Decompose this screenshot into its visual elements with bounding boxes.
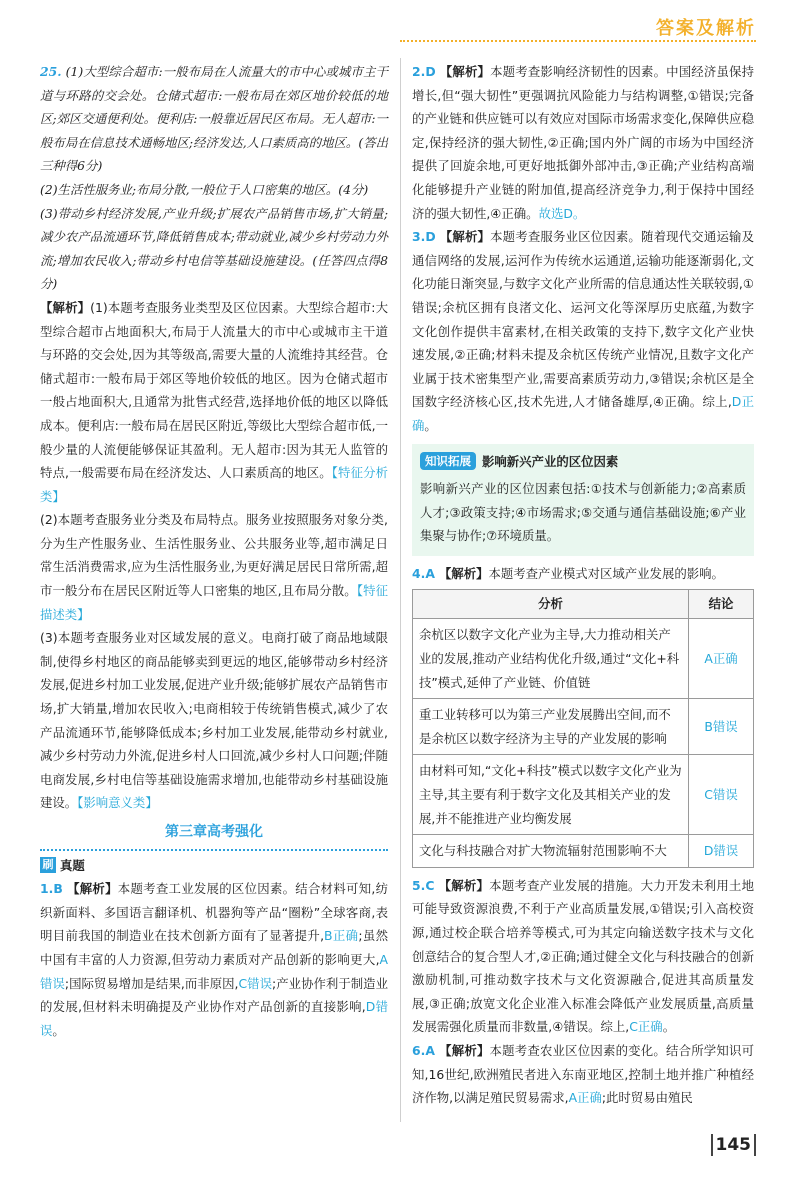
knowledge-text: 影响新兴产业的区位因素包括:①技术与创新能力;②高素质人才;③政策支持;④市场需求;⑤交通与通信基础设施;⑥产业集聚与协作;⑦环境质量。 xyxy=(420,481,746,544)
section-label: 真题 xyxy=(60,857,85,873)
q1-analysis: 1.B 【解析】本题考查工业发展的区位因素。结合材料可知,纺织新面料、多国语言翻译机、机器狗等产品“圈粉”全球客商,表明目前我国的制造业在技术创新方面有了显著提升,B正确;虽然中国有丰富的人力资源,但劳动力素质对产品创新的影响更大,A错误;国际贸易增加是结果,而非原因,C错误;产业协作利于制造业的发展,但材料未明确提及产业协作对产品创新的直接影响,D错误。 xyxy=(40,881,388,1038)
q6-analysis: 6.A 【解析】本题考查农业区位因素的变化。结合所学知识可知,16世纪,欧洲殖民者进入东南亚地区,控制土地并推广种植经济作物,以满足殖民贸易需求,A正确;此时贸易由殖民 xyxy=(412,1042,754,1106)
header-title: 答案及解析 xyxy=(656,18,756,39)
analysis-text: 本题考查农业区位因素的变化。结合所学知识可知,16世纪,欧洲殖民者进入东南亚地区,控制土地并推广种植经济作物,以满足殖民贸易需求, xyxy=(412,1042,754,1106)
analysis-text: 。 xyxy=(52,1022,65,1038)
analysis-tag: 【特征分析类】 xyxy=(40,465,388,504)
column-divider xyxy=(400,58,401,1122)
answer-verdict: D错误 xyxy=(40,999,388,1038)
q25-answer-1: 25. (1)大型综合超市:一般布局在人流量大的市中心或城市主干道与环路的交会处。仓储式超市:一般布局在郊区地价较低的地区;郊区交通便利处。便利店:一般靠近居民区布局。无人超市:一般布局在信息技术通畅地区;经济发达,人口素质高的地区。(答出三种得6分) xyxy=(40,64,388,174)
q6-number: 6.A xyxy=(412,1042,435,1058)
right-column xyxy=(412,60,754,1110)
table-row: 文化与科技融合对扩大物流辐射范围影响不大 D错误 xyxy=(413,835,754,868)
q3-number: 3.D xyxy=(412,229,436,245)
q1-number: 1.B xyxy=(40,881,63,897)
analysis-text: 本题考查工业发展的区位因素。结合材料可知,纺织新面料、多国语言翻译机、机器狗等产品“圈粉”全球客商,表明目前我国的制造业在技术创新方面有了显著提升, xyxy=(40,881,388,944)
table-row: 重工业转移可以为第三产业发展腾出空间,而不是余杭区以数字经济为主导的产业发展的影响 B错误 xyxy=(413,699,754,755)
answer-verdict: C错误 xyxy=(238,975,273,991)
analysis-tag: 【特征描述类】 xyxy=(40,583,388,622)
table-header-result: 结论 xyxy=(689,590,754,619)
analysis-text: ;产业协作利于制造业的发展,但材料未明确提及产业协作对产品创新的直接影响, xyxy=(40,975,388,1015)
answer-verdict: B正确 xyxy=(324,928,359,944)
knowledge-box xyxy=(412,444,754,556)
q4-analysis: 4.A 【解析】本题考查产业模式对区域产业发展的影响。 xyxy=(412,565,724,581)
q3-analysis: 3.D 【解析】本题考查服务业区位因素。随着现代交通运输及通信网络的发展,运河作为传统水运通道,运输功能逐渐弱化,文化功能日渐突显,与数字文化产业所需的信息通达性关联较弱,①错误;余杭区拥有良渚文化、运河文化等深厚历史底蕴,为数字文化创作提供丰富素材,在相关政策的支持下,数字文化产业快速发展,②正确;材料未提及余杭区传统产业情况,且数字文化产业属于技术密集型产业,需要高素质劳动力,③错误;余杭区是全国数字经济核心区,技术先进,人才储备雄厚,④正确。综上,D正确。 xyxy=(412,229,754,433)
table-row: 余杭区以数字文化产业为主导,大力推动相关产业的发展,推动产业结构优化升级,通过“文化+科技”模式,延伸了产业链、价值链 A正确 xyxy=(413,619,754,699)
table-header-analysis: 分析 xyxy=(413,590,689,619)
answer-verdict: 故选D。 xyxy=(538,205,586,221)
q25-analysis-1: 【解析】(1)本题考查服务业类型及区位因素。大型综合超市:大型综合超市占地面积大,布局于人流量大的市中心或城市主干道与环路的交会处,因为其等级高,需要大量的人流维持其经营。仓储式超市:一般布局于郊区等地价较低的地区。因为仓储式超市一般占地面积大,且通常为批售式经营,选择地价低的地区以降低成本。便利店:一般布局在居民区附近,等级比大型综合超市低,一般少量的人流便能够保证其盈利。无人超市:因为其无人监管的特点,一般需要布局在经济发达、人口素质高的地区。【特征分析类】 xyxy=(40,299,388,504)
q25-answer-3: (3)带动乡村经济发展,产业升级;扩展农产品销售市场,扩大销量;减少农产品流通环节,降低销售成本;带动就业,减少乡村劳动力外流;增加农民收入;带动乡村电信等基础设施建设。(任答四点得8分) xyxy=(40,205,388,292)
q2-number: 2.D xyxy=(412,64,436,79)
q1-parts xyxy=(40,881,388,1038)
q25-analysis-3: (3)本题考查服务业对区域发展的意义。电商打破了商品地域限制,使得乡村地区的商品能够卖到更远的地区,能够带动乡村经济发展,促进乡村加工业发展,促进产业升级;能够扩展农产品销售市场,扩大销量,增加农民收入;电商相较于传统销售模式,减少了农产品流通环节,能够降低成本;乡村加工业发展,能带动乡村就业,减少乡村劳动力外流,促进乡村人口回流,减少乡村人口问题;伴随电商发展,乡村电信等基础设施需求增加,也能带动乡村基础设施建设。【影响意义类】 xyxy=(40,630,388,811)
q5-number: 5.C xyxy=(412,877,435,893)
chapter-title: 第三章高考强化 xyxy=(165,824,263,840)
q5-analysis: 5.C 【解析】本题考查产业发展的措施。大力开发未利用土地可能导致资源浪费,不利于产业高质量发展,①错误;引入高校资源,通过校企联合培养等模式,可为其定向输送数字技术与文化创意结合的复合型人才,②正确;通过健全文化与科技融合的创新激励机制,可推动数字技术与文化资源融合,促进其高质量发展,③正确;放宽文化企业准入标准会降低产业发展质量,高质量发展需强化质量而非数量,④错误。综上,C正确。 xyxy=(412,877,755,1035)
page-number: 145 xyxy=(711,1134,757,1156)
analysis-text: ;虽然中国有丰富的人力资源,但劳动力素质对产品创新的影响更大, xyxy=(40,928,388,967)
answer-verdict: D正确 xyxy=(412,394,754,433)
analysis-text: ;此时贸易由殖民 xyxy=(601,1090,693,1106)
q2-analysis: 2.D 【解析】本题考查影响经济韧性的因素。中国经济虽保持增长,但“强大韧性”更强调抗风险能力与结构调整,①错误;完备的产业链和供应链可以有效应对国际市场需求变化,保障供应稳定,保持经济的强大韧性,②正确;国内外广阔的市场为中国经济提供了回旋余地,可更好地抵御外部冲击,③正确;产业结构高端化能够提升产业链的附加值,提高经济竞争力,利于保持中国经济的强大韧性,④正确。故选D。 xyxy=(412,64,754,221)
answer-verdict: C正确 xyxy=(629,1019,663,1035)
knowledge-title: 影响新兴产业的区位因素 xyxy=(482,453,619,469)
q3-parts xyxy=(412,229,754,433)
header-divider xyxy=(400,40,756,42)
analysis-text: 本题考查产业发展的措施。大力开发未利用土地可能导致资源浪费,不利于产业高质量发展,①错误;引入高校资源,通过校企联合培养等模式,可为其定向输送数字技术与文化创意结合的复合型人才,②正确;通过健全文化与科技融合的创新激励机制,可推动数字技术与文化资源融合,促进其高质量发展,③正确;放宽文化企业准入标准会降低产业发展质量,高质量发展需强化质量而非数量,④错误。综上, xyxy=(412,877,755,1035)
table-row: 由材料可知,“文化+科技”模式以数字文化产业为主导,其主要有利于数字文化及其相关产业的发展,并不能推进产业均衡发展 C错误 xyxy=(413,755,754,835)
q5-parts xyxy=(412,878,754,1035)
analysis-table xyxy=(412,589,754,867)
q25-analysis-2: (2)本题考查服务业分类及布局特点。服务业按照服务对象分类,分为生产性服务业、生活性服务业、公共服务业等,超市满足日常生活消费需求,应为生活性服务业,为更好满足居民日常所需,超市一般分布在居民区附近等人口密集的地区,且布局分散。【特征描述类】 xyxy=(40,512,388,622)
brush-icon: 刷 xyxy=(40,857,56,873)
answer-verdict: A正确 xyxy=(568,1090,602,1106)
q25-number: 25. xyxy=(40,64,62,79)
analysis-tag: 【影响意义类】 xyxy=(77,795,158,811)
section-header xyxy=(40,849,388,878)
analysis-text: 本题考查服务业区位因素。随着现代交通运输及通信网络的发展,运河作为传统水运通道,运输功能逐渐弱化,文化功能日渐突显,与数字文化产业所需的信息通达性关联较弱,①错误;余杭区拥有良渚文化、运河文化等深厚历史底蕴,为数字文化创作提供丰富素材,在相关政策的支持下,数字文化产业快速发展,②正确;材料未提及余杭区传统产业情况,且数字文化产业属于技术密集型产业,需要高素质劳动力,③错误;余杭区是全国数字经济核心区,技术先进,人才储备雄厚,④正确。综上, xyxy=(412,229,754,410)
q2-parts xyxy=(412,64,754,221)
analysis-text: ;国际贸易增加是结果,而非原因, xyxy=(64,975,239,991)
left-column xyxy=(40,60,388,1042)
analysis-text: 。 xyxy=(662,1019,676,1035)
knowledge-pill: 知识拓展 xyxy=(420,452,476,470)
answer-verdict: A错误 xyxy=(40,951,388,991)
q4-number: 4.A xyxy=(412,565,435,581)
analysis-text: 。 xyxy=(424,417,437,433)
analysis-text: 本题考查影响经济韧性的因素。中国经济虽保持增长,但“强大韧性”更强调抗风险能力与结构调整,①错误;完备的产业链和供应链可以有效应对国际市场需求变化,保障供应稳定,保持经济的强大韧性,②正确;国内外广阔的市场为中国经济提供了回旋余地,可更好地抵御外部冲击,③正确;产业结构高端化能够提升产业链的附加值,提高经济竞争力,利于保持中国经济的强大韧性,④正确。 xyxy=(412,64,754,221)
q25-answer-2: (2)生活性服务业;布局分散,一般位于人口密集的地区。(4分) xyxy=(40,181,369,197)
